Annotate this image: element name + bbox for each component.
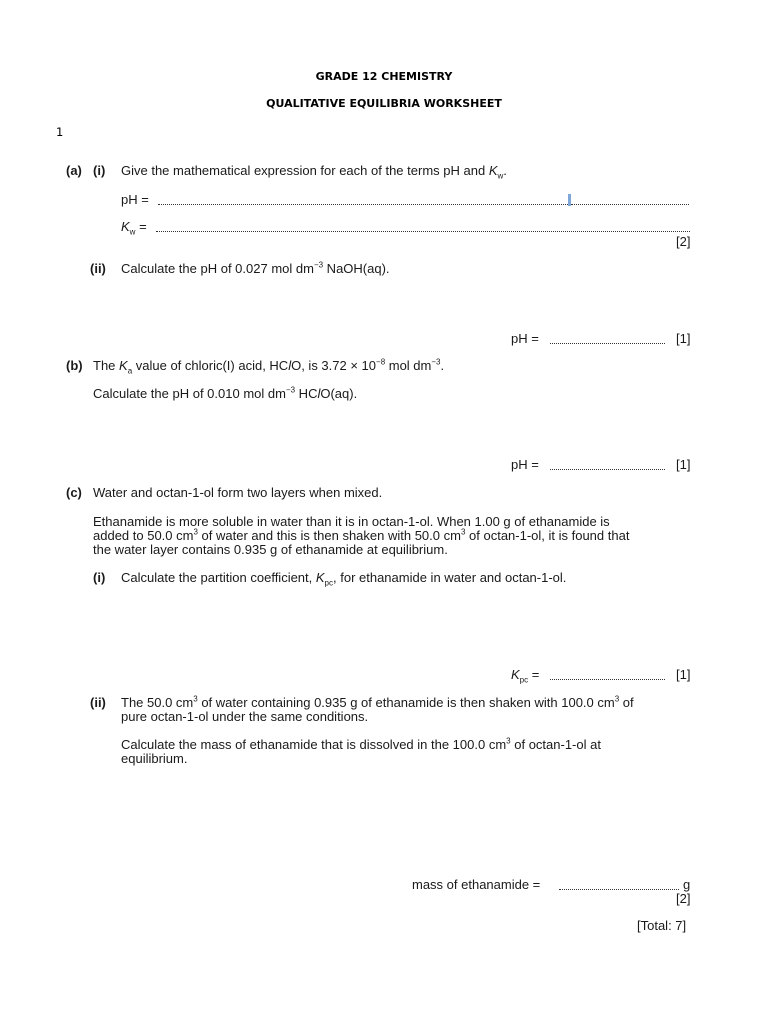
part-c-ii-question-line-1: Calculate the mass of ethanamide that is dissolved in the 100.0 $cm^3$ of octan-1-ol at [121, 736, 601, 752]
mass-answer-unit: g [683, 877, 691, 892]
part-b-marks: [1] [676, 457, 691, 472]
part-c-ii-question-line-2: equilibrium. [121, 751, 188, 766]
part-c-para-line-1: Ethanamide is more soluble in water than it is in octan-1-ol. When 1.00 g of ethanamide is [93, 514, 610, 529]
part-c-i-label: (i) [93, 570, 106, 585]
part-a-ii-answer-line[interactable] [550, 331, 665, 349]
part-b-statement: The $K_a$ value of chloric(I) acid, HClO, is $3.72 \times 10^{-8}$ mol $dm^{-3}$. [93, 357, 445, 376]
part-c-para-line-3: the water layer contains 0.935 g of ethanamide at equilibrium. [93, 542, 448, 557]
mass-answer-line[interactable] [559, 877, 679, 895]
worksheet-subtitle: QUALITATIVE EQUILIBRIA WORKSHEET [266, 97, 502, 110]
kw-expression-label: $K_w$ = [121, 219, 147, 237]
kpc-answer-label: $K_{pc}$ = [511, 667, 540, 685]
ph-expression-label: pH = [121, 192, 149, 207]
part-a-ii-marks: [1] [676, 331, 691, 346]
part-a-i-marks: [2] [676, 234, 691, 249]
part-a-label: (a) [66, 163, 82, 178]
part-c-ii-label: (ii) [90, 695, 106, 710]
part-a-ii-label: (ii) [90, 261, 106, 276]
part-c-ii-line-2: pure octan-1-ol under the same conditions. [121, 709, 369, 724]
part-b-question: Calculate the pH of 0.010 mol $dm^{-3}$ HClO(aq). [93, 385, 358, 401]
part-a-i-label: (i) [93, 163, 106, 178]
question-number: 1 [56, 125, 64, 139]
total-marks: [Total: 7] [637, 918, 687, 933]
kpc-answer-line[interactable] [550, 667, 665, 685]
worksheet-title: GRADE 12 CHEMISTRY [315, 70, 453, 83]
part-a-ii-question: Calculate the pH of 0.027 mol $dm^{-3}$ NaOH(aq). [121, 260, 390, 276]
part-c-intro: Water and octan-1-ol form two layers when mixed. [93, 485, 383, 500]
part-c-ii-line-1: The 50.0 $cm^3$ of water containing 0.935 g of ethanamide is then shaken with 100.0 $cm^3$ of [121, 694, 634, 710]
part-c-label: (c) [66, 485, 82, 500]
kw-expression-answer-line[interactable] [156, 219, 690, 237]
part-c-para-line-2: added to 50.0 $cm^3$ of water and this is then shaken with 50.0 $cm^3$ of octan-1-ol, it is found that [93, 527, 630, 543]
part-b-answer-line[interactable] [550, 457, 665, 475]
part-c-i-question: Calculate the partition coefficient, $K_{pc}$, for ethanamide in water and octan-1-ol. [121, 570, 567, 588]
part-a-i-question: Give the mathematical expression for each of the terms pH and $K_w$. [121, 163, 507, 181]
ph-expression-answer-line[interactable] [158, 192, 690, 210]
part-b-answer-label: pH = [511, 457, 539, 472]
part-c-i-marks: [1] [676, 667, 691, 682]
part-c-ii-marks: [2] [676, 891, 691, 906]
mass-answer-label: mass of ethanamide = [412, 877, 541, 892]
part-b-label: (b) [66, 358, 83, 373]
part-a-ii-answer-label: pH = [511, 331, 539, 346]
